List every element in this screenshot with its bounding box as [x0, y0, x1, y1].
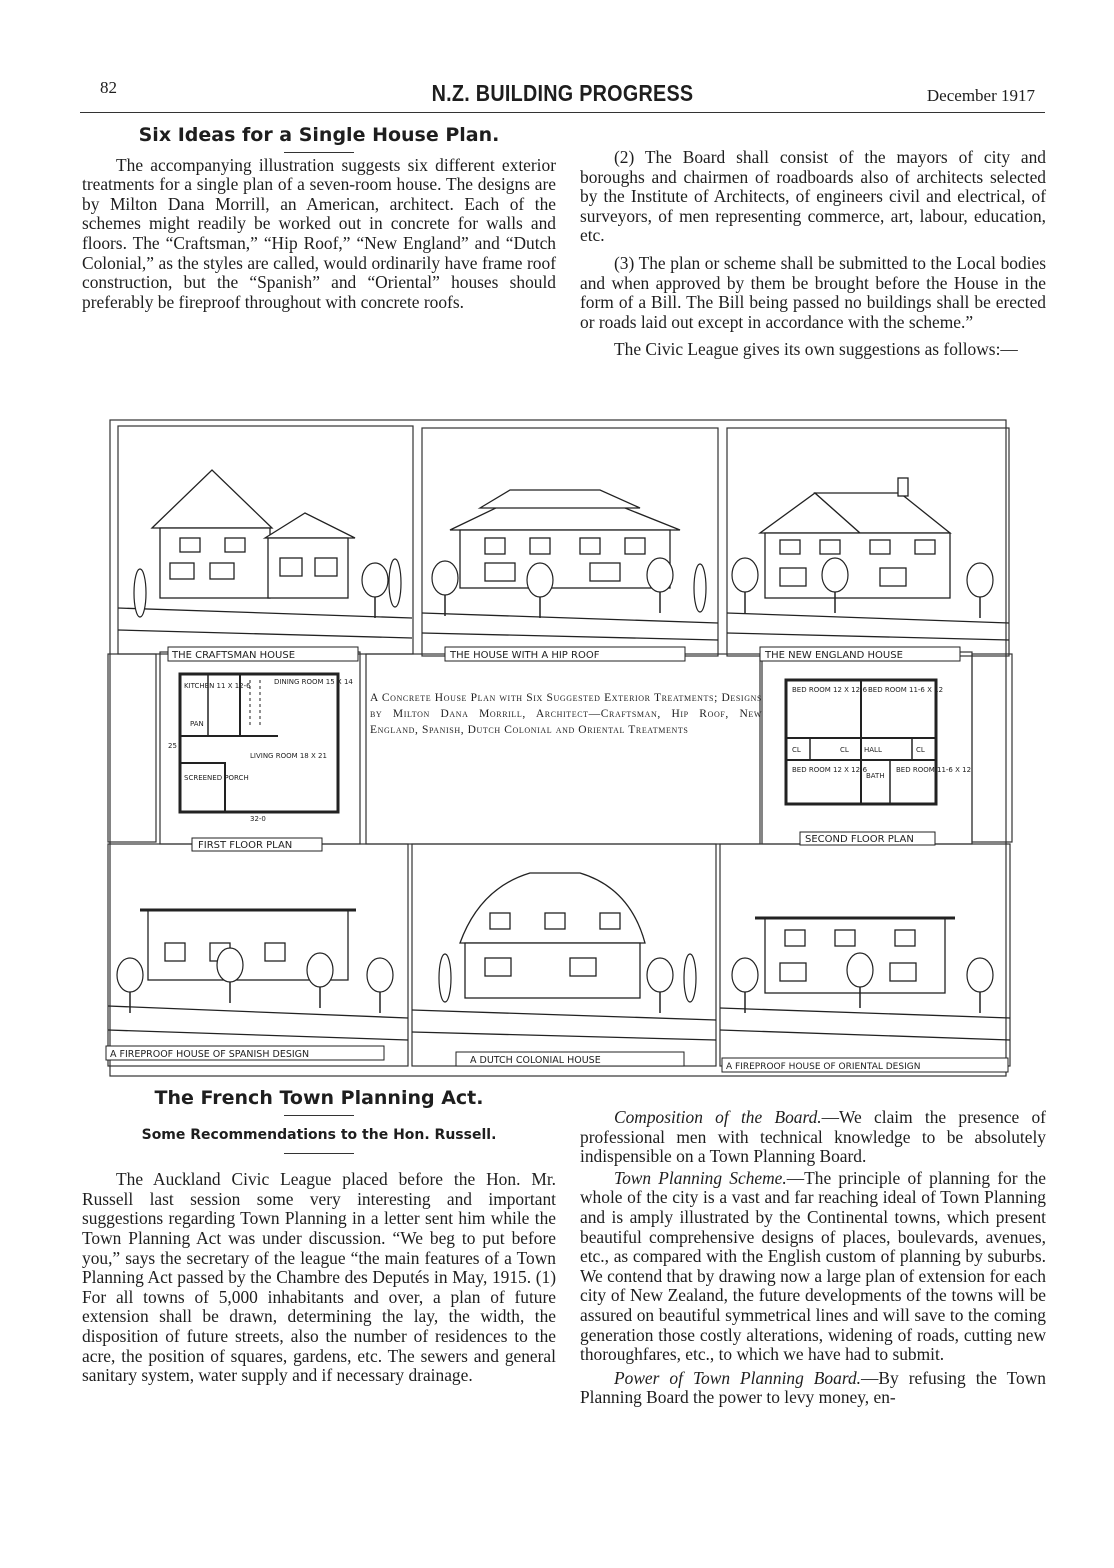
illustration-caption: [370, 690, 762, 782]
depth-dimension: 25: [168, 742, 177, 750]
dining-room-label: DINING ROOM 15 X 14: [274, 678, 353, 686]
second-floor-plan: [786, 680, 936, 804]
issue-date: December 1917: [926, 86, 1035, 105]
dutch-colonial-house-sketch: [412, 873, 716, 1040]
column-two-bottom: [580, 1108, 1046, 1408]
article-title: The French Town Planning Act.: [154, 1087, 484, 1109]
panel-label-dutch-colonial: A DUTCH COLONIAL HOUSE: [470, 1055, 601, 1066]
panel-label-hip-roof: THE HOUSE WITH A HIP ROOF: [450, 650, 600, 661]
column-two-top: [580, 148, 1046, 360]
panel-label-oriental: A FIREPROOF HOUSE OF ORIENTAL DESIGN: [726, 1062, 921, 1072]
article-title: Six Ideas for a Single House Plan.: [138, 124, 500, 146]
paragraph-heading: Power of Town Planning Board.: [614, 1367, 861, 1388]
article-french-town-planning: [82, 1089, 556, 1386]
second-floor-plan-label: SECOND FLOOR PLAN: [805, 834, 914, 845]
hall-label: HALL: [864, 746, 882, 754]
living-room-label: LIVING ROOM 18 X 21: [250, 752, 327, 760]
article-paragraph: Power of Town Planning Board.—By refusing the Town Planning Board the power to levy money, en-: [580, 1367, 1046, 1408]
spanish-house-sketch: [108, 910, 408, 1040]
bedroom-label: BED ROOM 12 X 12-6: [792, 766, 868, 774]
kitchen-label: KITCHEN 11 X 12-6: [184, 682, 251, 690]
bath-label: BATH: [866, 772, 885, 780]
bedroom-label: BED ROOM 11-6 X 12: [868, 686, 944, 694]
panel-label-spanish: A FIREPROOF HOUSE OF SPANISH DESIGN: [110, 1049, 310, 1060]
house-illustration-plate: [100, 418, 1018, 1078]
title-rule: [284, 1115, 354, 1116]
title-rule: [284, 152, 354, 153]
paragraph-heading: Composition of the Board.: [614, 1107, 822, 1127]
article-paragraph: The accompanying illustration suggests six different exterior treatments for a single plan of a seven-room house. The designs are by Milton Dana Morrill, an American, architect. Each of the schemes might readily be worked out in concrete for walls and floors. The “Craftsman,” “Hip Roof,” “New England” and “Dutch Colonial,” as the styles are called, would ordinarily have frame roof construction, but the “Spanish” and “Oriental” houses should preferably be fireproof throughout with concrete roofs.: [82, 154, 556, 312]
porch-label: SCREENED PORCH: [184, 774, 249, 782]
page-number: 82: [100, 78, 117, 97]
craftsman-house-sketch: [118, 470, 412, 638]
oriental-house-sketch: [720, 918, 1010, 1040]
article-paragraph: The Civic League gives its own suggestions as follows:—: [614, 339, 1018, 360]
article-paragraph: Town Planning Scheme.—The principle of planning for the whole of the city is a vast and far reaching ideal of Town Planning and is amply illustrated by the Continental towns, which present beautiful comprehensive designs of places, boulevards, avenues, etc., as compared with the English custom of planning by suburbs. We contend that by drawing now a large plan of extension for each city of New Zealand, the future developments of the towns will be assured on beautiful symmetrical lines and will save to the coming generation those costly alterations, widening of roads, cutting new thoroughfares, etc., to which we have had to submit.: [580, 1167, 1046, 1365]
article-six-ideas: [82, 126, 556, 312]
page-header: [80, 78, 1045, 113]
caption-rest: Designs by Milton Dana Morrill, Architect—Craftsman, Hip Roof, New England, Spanish, Dutch Colonial and Oriental Treatments: [370, 692, 763, 736]
closet-label: CL: [916, 746, 925, 754]
article-paragraph: (2) The Board shall consist of the mayors of city and boroughs and chairmen of roadboards also of architects selected by the Institute of Architects, of engineers civil and electrical, of surveyors, of men representing commerce, art, labour, education, etc.: [580, 147, 1046, 246]
article-paragraph: (3) The plan or scheme shall be submitted to the Local bodies and when approved by them be brought before the House in the form of a Bill. The Bill being passed no buildings shall be erected or roads laid out except in accordance with the scheme.”: [580, 252, 1046, 332]
first-floor-plan-label: FIRST FLOOR PLAN: [198, 840, 293, 851]
subtitle-rule: [284, 1153, 354, 1154]
new-england-house-sketch: [727, 478, 1009, 640]
width-dimension: 32-0: [250, 815, 266, 823]
journal-title: N.Z. BUILDING PROGRESS: [431, 80, 694, 106]
closet-label: CL: [840, 746, 849, 754]
closet-label: CL: [792, 746, 801, 754]
article-paragraph: Composition of the Board.—We claim the presence of professional men with technical knowledge to be absolutely indispensible on a Town Planning Board.: [580, 1107, 1046, 1167]
bedroom-label: BED ROOM 12 X 12-6: [792, 686, 868, 694]
bedroom-label: BED ROOM 11-6 X 12: [896, 766, 972, 774]
first-floor-plan: [180, 674, 338, 812]
panel-label-craftsman: THE CRAFTSMAN HOUSE: [172, 650, 296, 661]
panel-label-new-england: THE NEW ENGLAND HOUSE: [765, 650, 903, 661]
pantry-label: PAN: [190, 720, 204, 728]
hip-roof-house-sketch: [422, 490, 718, 640]
paragraph-heading: Town Planning Scheme.: [614, 1167, 787, 1188]
caption-lead: A Concrete House Plan with Six Suggested Exterior Treatments;: [370, 692, 718, 704]
article-subtitle: Some Recommendations to the Hon. Russell.: [141, 1126, 497, 1143]
article-paragraph: The Auckland Civic League placed before the Hon. Mr. Russell last session some very interesting and important suggestions regarding Town Planning in a letter sent him while the Town Planning Act was under discussion. “We beg to put before you,” says the secretary of the league “the main features of a Town Planning Act passed by the Chambre des Deputés in May, 1915. (1) For all towns of 5,000 inhabitants and over, a plan of future extension shall be drawn, determining the lay, the width, the disposition of future streets, also the number of residences to the acre, the position of squares, gardens, etc. The sewers and general sanitary system, water supply and if necessary drainage.: [82, 1169, 556, 1386]
